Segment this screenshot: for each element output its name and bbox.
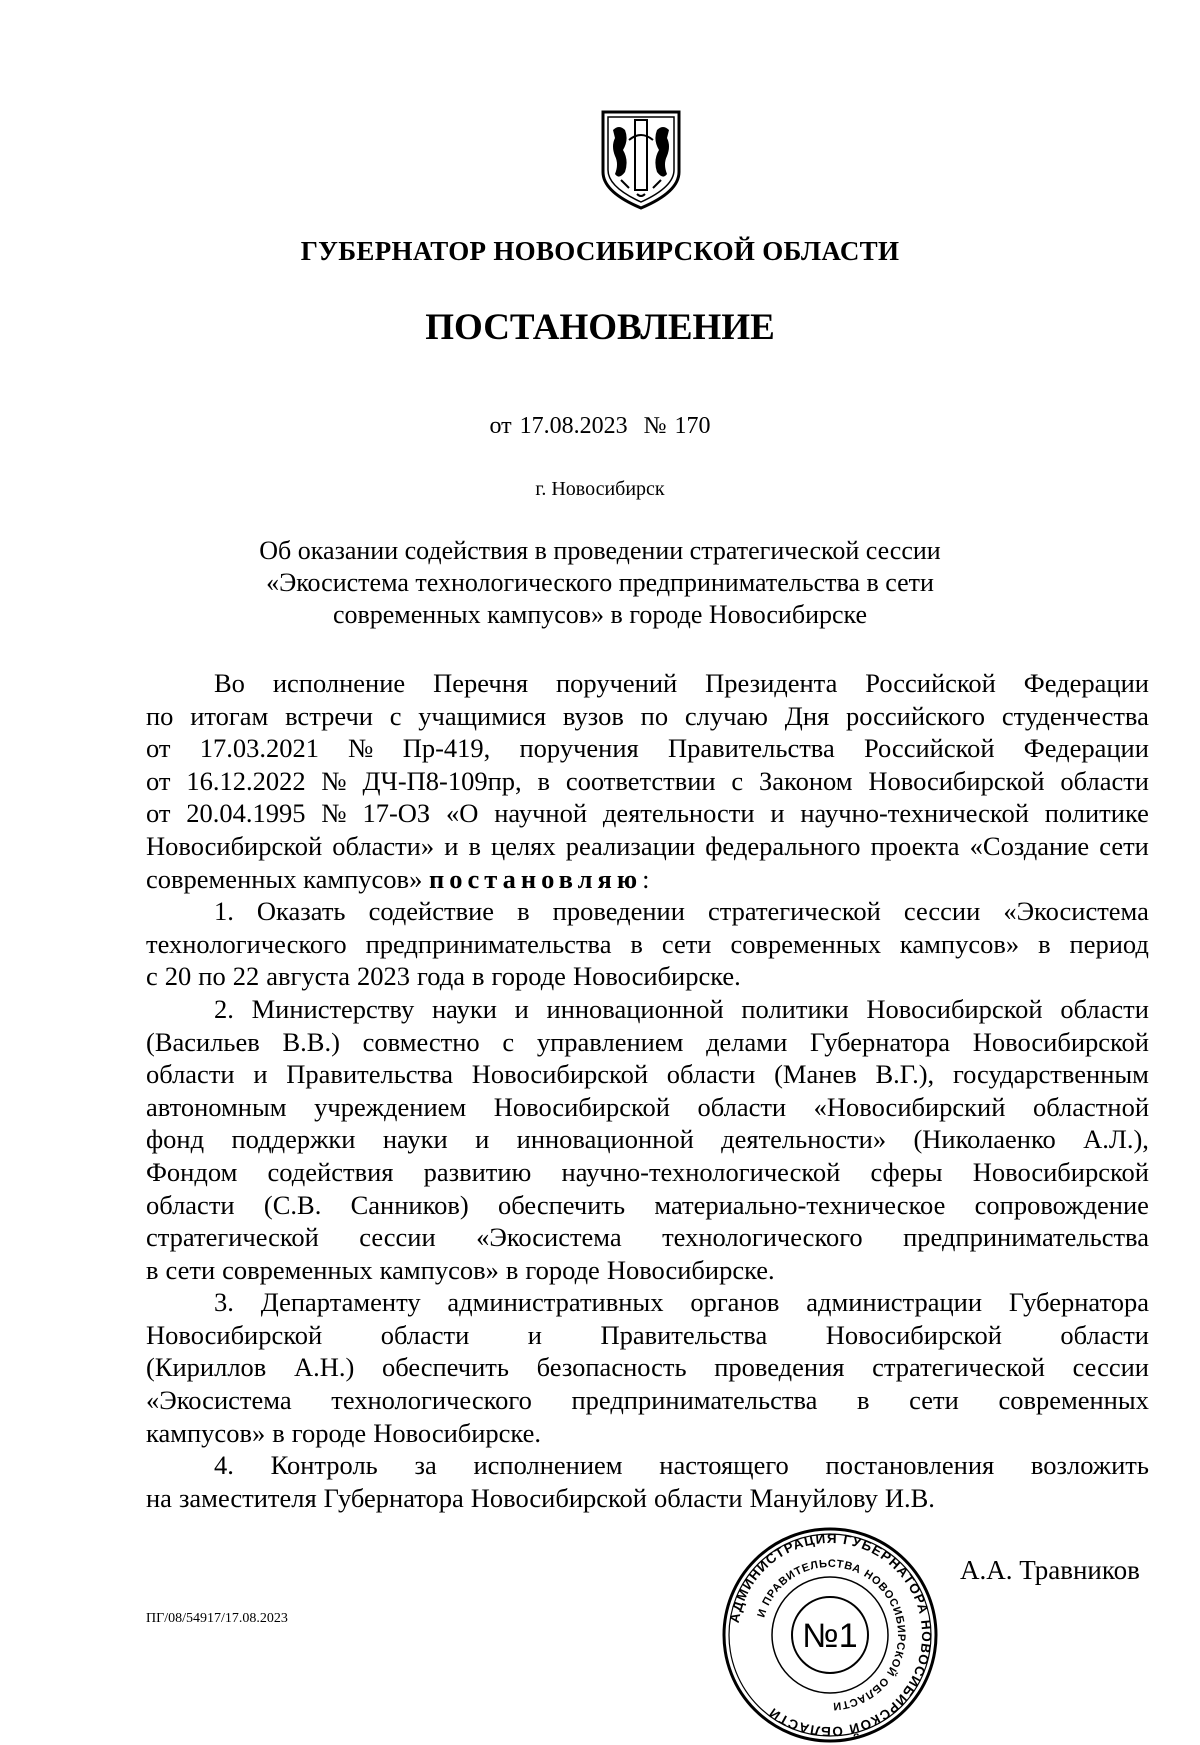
body-line: Новосибирской области и Правительства Новосибирской области [146, 1319, 1149, 1350]
body-line: на заместителя Губернатора Новосибирской области Мануйлову И.В. [146, 1482, 935, 1513]
body-line: фонд поддержки науки и инновационной деятельности» (Николаенко А.Л.), [146, 1124, 1149, 1155]
decree-word: постановляю [428, 863, 643, 894]
body-line: 4. Контроль за исполнением настоящего постановления возложить [214, 1450, 1149, 1481]
subject-line: «Экосистема технологического предпринимательства в сети [266, 568, 934, 597]
seal-inner-text: И ПРАВИТЕЛЬСТВА НОВОСИБИРСКОЙ ОБЛАСТИ [755, 1557, 908, 1713]
seal-outer-text: АДМИНИСТРАЦИЯ ГУБЕРНАТОРА НОВОСИБИРСКОЙ ОБЛАСТИ [726, 1530, 935, 1740]
body-line: 2. Министерству науки и инновационной политики Новосибирской области [214, 993, 1149, 1024]
body-line: кампусов» в городе Новосибирске. [146, 1417, 542, 1448]
subject-line: Об оказании содействия в проведении стратегической сессии [259, 536, 941, 565]
subject-line: современных кампусов» в городе Новосибирске [332, 600, 868, 629]
document-type-title: ПОСТАНОВЛЕНИЕ [425, 307, 775, 348]
issuing-authority: ГУБЕРНАТОР НОВОСИБИРСКОЙ ОБЛАСТИ [300, 236, 900, 266]
date-and-number: от 17.08.2023 № 170 [489, 413, 711, 439]
body-line: области и Правительства Новосибирской области (Манев В.Г.), государственным [146, 1059, 1149, 1090]
coat-of-arms-emblem [599, 110, 683, 212]
body-line: с 20 по 22 августа 2023 года в городе Новосибирске. [146, 961, 741, 992]
decree-colon: : [642, 863, 650, 894]
body-line: по итогам встречи с учащимися вузов по случаю Дня российского студенчества [146, 700, 1149, 731]
seal-number: №1 [802, 1617, 858, 1655]
city-line: г. Новосибирск [535, 478, 665, 500]
body-line: в сети современных кампусов» в городе Новосибирске. [146, 1254, 775, 1285]
body-line: Во исполнение Перечня поручений Президента Российской Федерации [214, 668, 1149, 698]
body-line: Фондом содействия развитию научно-технологической сферы Новосибирской [146, 1156, 1149, 1187]
signatory-name: А.А. Травников [960, 1555, 1140, 1585]
body-line: современных кампусов» [146, 863, 423, 894]
body-line: от 16.12.2022 № ДЧ-П8-109пр, в соответствии с Законом Новосибирской области [146, 765, 1149, 796]
body-line: 1. Оказать содействие в проведении стратегической сессии «Экосистема [214, 896, 1149, 927]
body-line: стратегической сессии «Экосистема технологического предпринимательства [146, 1222, 1149, 1253]
subject-block [200, 535, 1000, 631]
body-line-decree [146, 863, 1149, 896]
body-line: 3. Департаменту административных органов администрации Губернатора [214, 1287, 1149, 1318]
body-text [146, 667, 1149, 1514]
body-line: «Экосистема технологического предпринимательства в сети современных [146, 1385, 1149, 1416]
body-line: Новосибирской области» и в целях реализации федерального проекта «Создание сети [146, 830, 1149, 861]
body-line: технологического предпринимательства в сети современных кампусов» в период [146, 928, 1149, 959]
body-line: (Кириллов А.Н.) обеспечить безопасность проведения стратегической сессии [146, 1352, 1149, 1383]
body-line: (Васильев В.В.) совместно с управлением делами Губернатора Новосибирской [146, 1026, 1149, 1057]
document-registration-code: ПГ/08/54917/17.08.2023 [146, 1611, 288, 1626]
body-line: автономным учреждением Новосибирской области «Новосибирский областной [146, 1091, 1149, 1122]
body-line: от 17.03.2021 № Пр-419, поручения Правительства Российской Федерации [146, 733, 1149, 764]
official-seal-stamp [720, 1525, 940, 1745]
body-line: от 20.04.1995 № 17-ОЗ «О научной деятельности и научно-технической политике [146, 798, 1149, 829]
body-line: области (С.В. Санников) обеспечить материально-техническое сопровождение [146, 1189, 1149, 1220]
